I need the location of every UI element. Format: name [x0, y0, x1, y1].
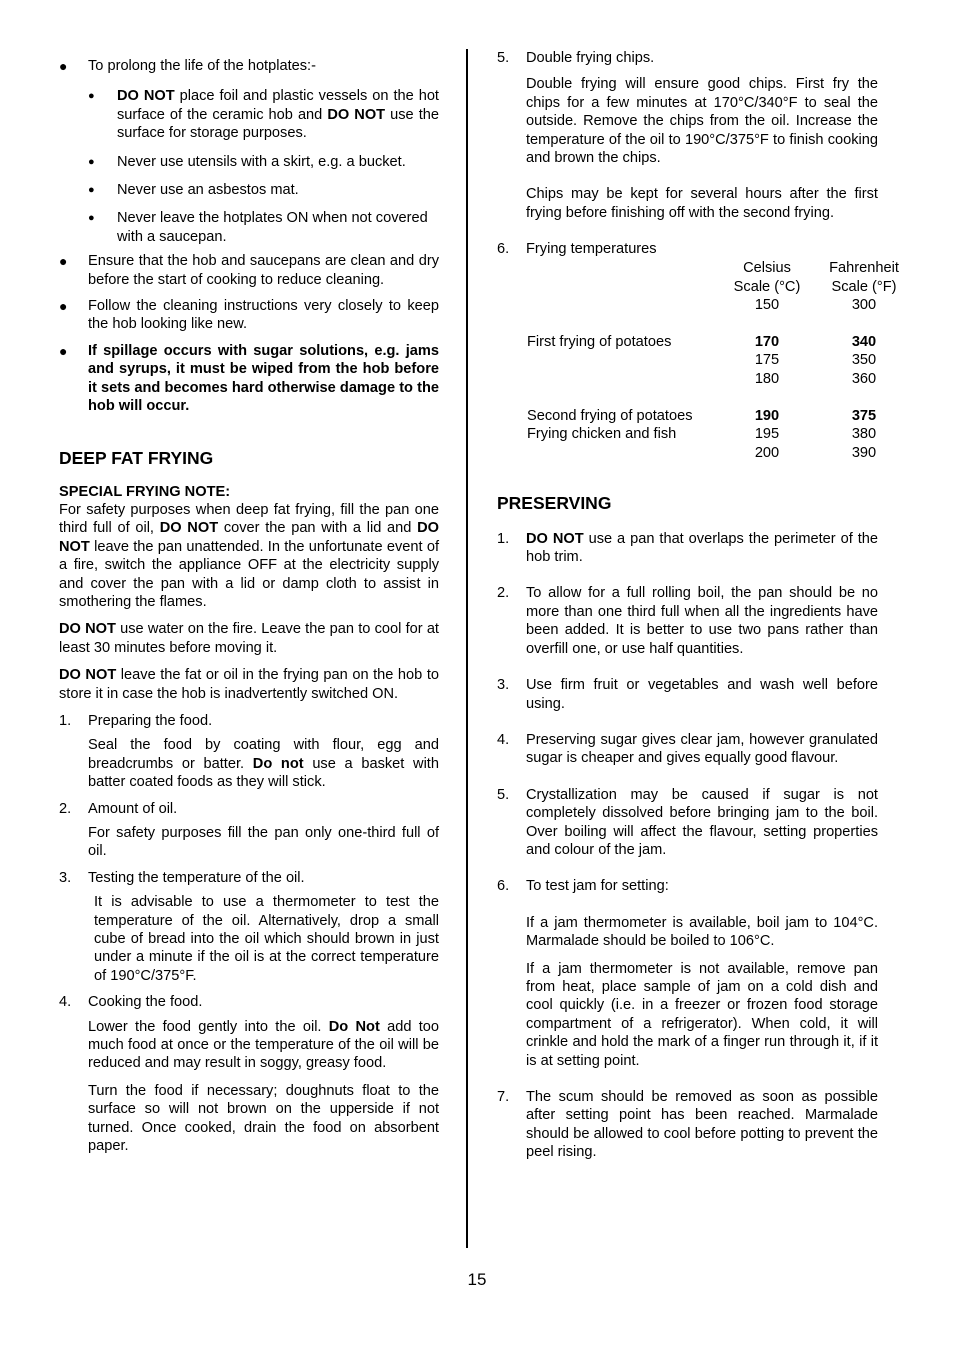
temp-cell: 375	[851, 407, 877, 424]
bullet-icon: ●	[88, 212, 95, 225]
fat-storage-note: DO NOT leave the fat or oil in the frying pan on the hob to store it in case the hob is inadvertently switched ON.	[59, 667, 439, 702]
step-frying-temperatures: 6. Frying temperatures	[497, 241, 657, 258]
step-cooking: 4. Cooking the food. Lower the food gently into the oil. Do Not add too much food at once or the temperature of the oil will be reduced and may result in soggy, greasy food. Turn the food if necessary; doughnuts float to the surface so will not brown on the upperside if not turned. Once cooked, drain the food on absorbent paper.	[59, 994, 439, 1155]
frying-temperature-table	[497, 259, 899, 469]
temp-cell: 350	[851, 351, 877, 368]
temp-label: First frying of potatoes	[527, 333, 672, 350]
bullet-icon: ●	[88, 184, 95, 197]
preserve-step-1: 1. DO NOT use a pan that overlaps the perimeter of the hob trim.	[497, 530, 878, 566]
temp-cell: 200	[754, 444, 780, 461]
temp-cell: 390	[851, 444, 877, 461]
temp-cell: 340	[851, 333, 877, 350]
right-column	[497, 49, 899, 1162]
temp-cell: 170	[754, 333, 780, 350]
bullet-spillage: ● If spillage occurs with sugar solutions, e.g. jams and syrups, it must be wiped from the hob before it sets and becomes hard otherwise damage to the hob will occur.	[59, 342, 439, 415]
temp-cell: 175	[754, 351, 780, 368]
bullet-icon: ●	[59, 253, 68, 270]
special-frying-note-heading: SPECIAL FRYING NOTE:	[59, 483, 231, 500]
bullet-icon: ●	[59, 58, 68, 74]
bullet-icon: ●	[88, 90, 95, 103]
heading-preserving: PRESERVING	[497, 492, 612, 513]
sub-bullet-foil: ● DO NOT place foil and plastic vessels on the hot surface of the ceramic hob and DO NOT use the surface for storage purposes.	[88, 88, 439, 142]
preserve-step-2: 2. To allow for a full rolling boil, the pan should be no more than one third full when all the ingredients have been added. It is better to use two pans rather than overfill one, or use half quantities.	[497, 585, 878, 657]
temp-label: Frying chicken and fish	[527, 425, 677, 442]
temp-label: Second frying of potatoes	[527, 407, 693, 424]
temp-cell: 190	[754, 407, 780, 424]
heading-deep-fat-frying: DEEP FAT FRYING	[59, 447, 214, 468]
bullet-icon: ●	[88, 155, 95, 168]
page-number: 15	[467, 1270, 487, 1289]
step-testing-temperature: 3. Testing the temperature of the oil. It is advisable to use a thermometer to test the temperature of the oil. Alternatively, drop a small cube of bread into the oil which should brown in just under a minute if the oil is at the correct temperature of 190°C/375°F.	[59, 869, 439, 984]
preserve-step-4: 4. Preserving sugar gives clear jam, however granulated sugar is cheaper and gives equally good flavour.	[497, 731, 878, 767]
step-amount-oil: 2. Amount of oil. For safety purposes fill the pan only one-third full of oil.	[59, 800, 439, 860]
temp-cell: 360	[851, 370, 877, 387]
fahrenheit-header: Fahrenheit	[829, 259, 899, 276]
celsius-header-scale: Scale (°C)	[733, 278, 801, 295]
bullet-icon: ●	[59, 298, 68, 315]
temp-cell: 195	[754, 425, 780, 442]
preserve-step-7: 7. The scum should be removed as soon as possible after setting point has been reached. Marmalade should be allowed to cool before potting to prevent the peel rising.	[497, 1089, 878, 1161]
celsius-header: Celsius	[743, 259, 791, 276]
temp-cell: 150	[754, 296, 780, 313]
step-double-frying: 5. Double frying chips. Double frying will ensure good chips. First fry the chips for a few minutes at 170°C/340°F to seal the outside. Remove the chips from the oil. Increase the temperature of the oil to 190°C/375°F to finish cooking and brown the chips. Chips may be kept for several hours after the first frying before finishing off with the second frying.	[497, 50, 878, 221]
left-column	[59, 49, 439, 1156]
fahrenheit-header-scale: Scale (°F)	[831, 278, 897, 295]
bullet-clean: ● Ensure that the hob and saucepans are clean and dry before the start of cooking to reduce cleaning.	[59, 253, 439, 288]
column-divider	[466, 49, 468, 1248]
preserve-step-5: 5. Crystallization may be caused if sugar is not completely dissolved before bringing jam to the boil. Over boiling will affect the flavour, setting properties and colour of the jam.	[497, 786, 878, 858]
sub-bullet-skirt: ● Never use utensils with a skirt, e.g. a bucket.	[88, 153, 406, 170]
preserve-step-6: 6. To test jam for setting: If a jam thermometer is available, boil jam to 104°C. Marmalade should be boiled to 106°C. If a jam thermometer is not available, remove pan from heat, place sample of jam on a cold dish and cool quickly (i.e. in a freezer or frozen food storage compartment of a refrigerator). When cold, it will crinkle and hold the mark of a finger run through it, if it is at setting point.	[497, 878, 878, 1069]
temp-cell: 180	[754, 370, 780, 387]
sub-bullet-hotplates-on: ● Never leave the hotplates ON when not covered with a saucepan.	[88, 210, 428, 245]
bullet-follow: ● Follow the cleaning instructions very closely to keep the hob looking like new.	[59, 298, 439, 333]
special-frying-note: For safety purposes when deep fat frying, fill the pan one third full of oil, DO NOT cover the pan with a lid and DO NOT leave the pan unattended. In the unfortunate event of a fire, switch the appliance OFF at the electricity supply and cover the pan with a lid or damp cloth to assist in smothering the flames.	[59, 501, 439, 610]
step-preparing: 1. Preparing the food. Seal the food by coating with flour, egg and breadcrumbs or batter. Do not use a basket with batter coated foods as they will stick.	[59, 712, 439, 791]
bullet-hotplates: ● To prolong the life of the hotplates:-	[59, 58, 316, 74]
temp-cell: 300	[851, 296, 877, 313]
fire-water-note: DO NOT use water on the fire. Leave the pan to cool for at least 30 minutes before moving it.	[59, 621, 439, 656]
temp-cell: 380	[851, 425, 877, 442]
sub-bullet-asbestos: ● Never use an asbestos mat.	[88, 182, 299, 199]
bullet-icon: ●	[59, 342, 68, 359]
preserve-step-3: 3. Use firm fruit or vegetables and wash well before using.	[497, 677, 878, 712]
